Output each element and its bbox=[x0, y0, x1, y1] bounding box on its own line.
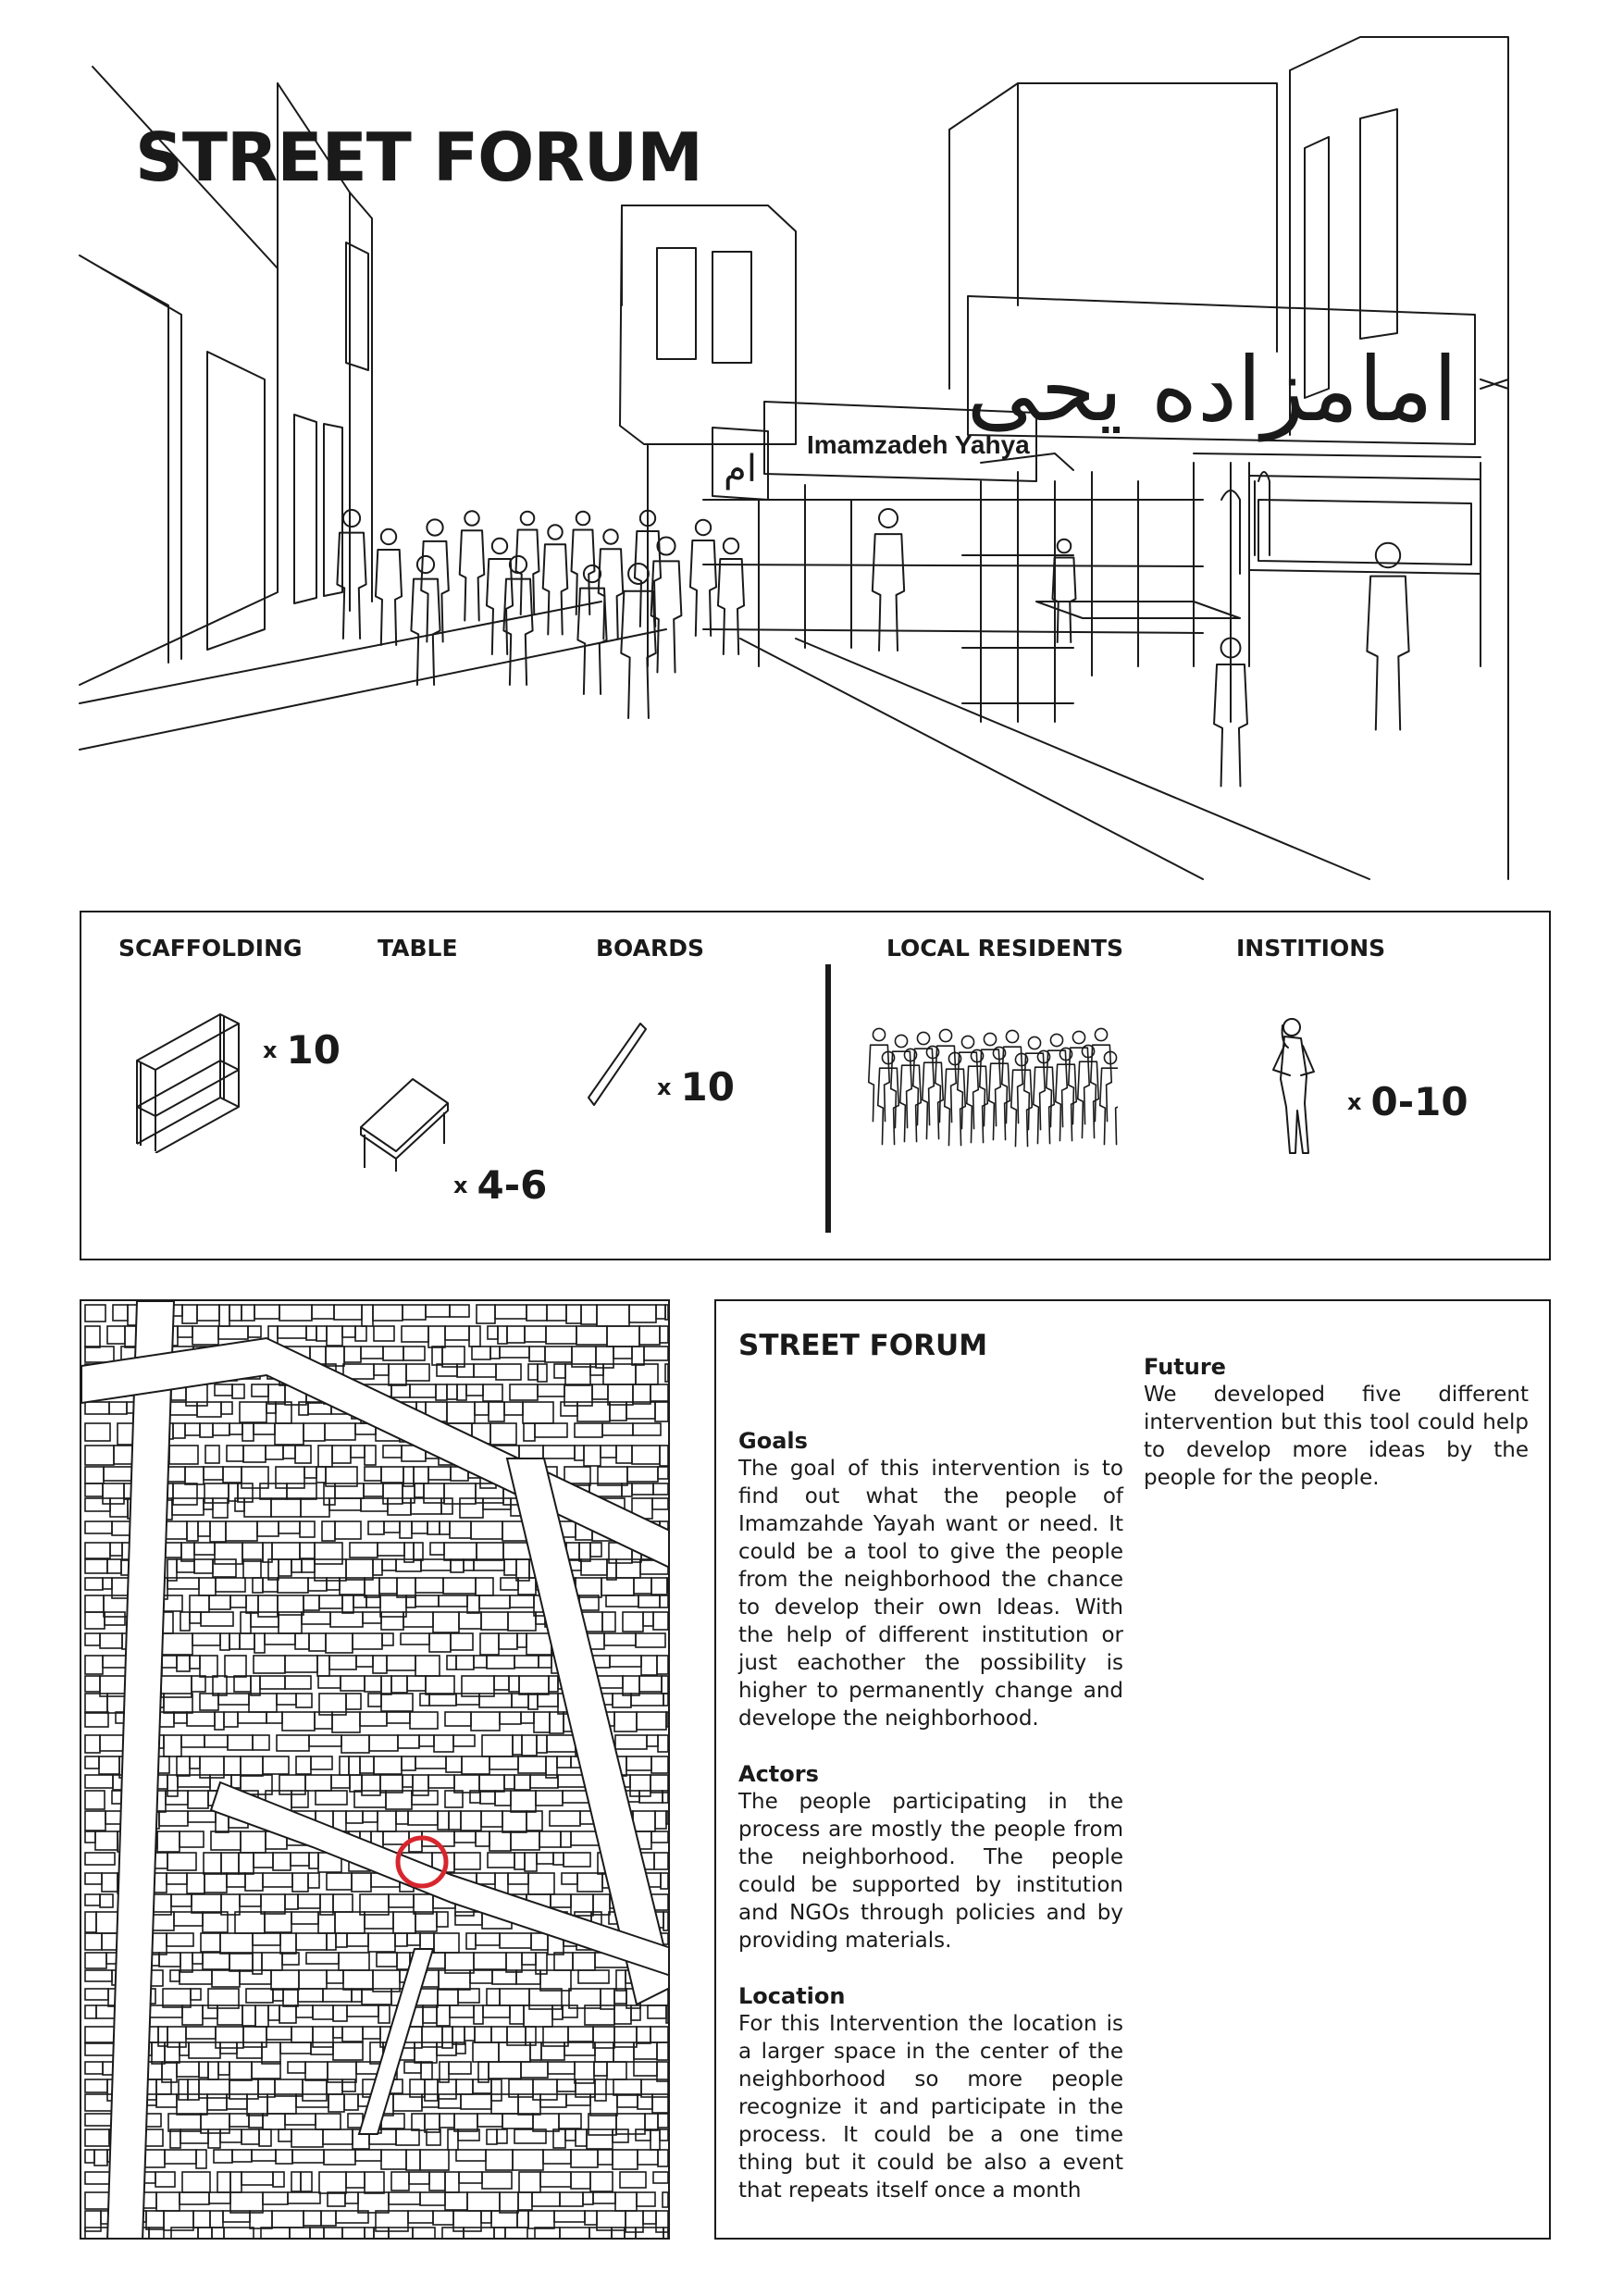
scaffolding-icon bbox=[128, 1005, 285, 1153]
scaffolding-label: SCAFFOLDING bbox=[118, 935, 303, 962]
neighborhood-map bbox=[80, 1299, 670, 2240]
future-heading: Future bbox=[1144, 1354, 1226, 1380]
boards-label: BOARDS bbox=[596, 935, 704, 962]
page-title: STREET FORUM bbox=[135, 118, 702, 196]
institutions-quantity: x 0-10 bbox=[1347, 1079, 1468, 1124]
goals-text: The goal of this intervention is to find out what the people of Imamzahde Yayah want or need. It could be a tool to give the people from the neighborhood the chance to develop their own Ideas. With the help of different institution or just eachother the possibility is higher to permanently change and develope the neighborhood. bbox=[738, 1457, 1123, 1731]
inventory-panel bbox=[80, 911, 1551, 1260]
table-label: TABLE bbox=[378, 935, 458, 962]
sign-small-text: ام bbox=[724, 448, 757, 490]
boards-quantity: x 10 bbox=[657, 1064, 735, 1110]
table-quantity: x 4-6 bbox=[453, 1162, 548, 1208]
institution-person-icon bbox=[1264, 1014, 1329, 1162]
sign-latin-text: Imamzadeh Yahya bbox=[807, 430, 1030, 459]
description-title: STREET FORUM bbox=[738, 1329, 988, 1362]
actors-text: The people participating in the process are mostly the people from the neighborhood. The people could be supported by institution and NGOs through policies and by providing materials. bbox=[738, 1790, 1123, 1953]
inventory-divider bbox=[825, 964, 831, 1233]
scaffolding-quantity: x 10 bbox=[263, 1027, 341, 1073]
institutions-label: INSTITIONS bbox=[1236, 935, 1386, 962]
local-residents-crowd-icon bbox=[868, 1022, 1118, 1151]
location-heading: Location bbox=[738, 1983, 846, 2009]
boards-icon bbox=[585, 1020, 659, 1112]
future-text: We developed five different intervention but this tool could help to develop more ideas by the people for the people. bbox=[1144, 1383, 1529, 1490]
description-left-column bbox=[738, 1427, 1123, 2232]
actors-heading: Actors bbox=[738, 1761, 819, 1787]
location-text: For this Intervention the location is a larger space in the center of the neighborhood so more people recognize it and participate in the process. It could be a one time thing but it could be also a event that repeats itself once a month bbox=[738, 2012, 1123, 2203]
sign-arabic-text: امامزاده یحی bbox=[966, 338, 1458, 441]
goals-heading: Goals bbox=[738, 1428, 808, 1454]
description-panel bbox=[714, 1299, 1551, 2240]
table-icon bbox=[357, 1070, 459, 1172]
description-right-column bbox=[1144, 1353, 1529, 1520]
local-residents-label: LOCAL RESIDENTS bbox=[886, 935, 1124, 962]
